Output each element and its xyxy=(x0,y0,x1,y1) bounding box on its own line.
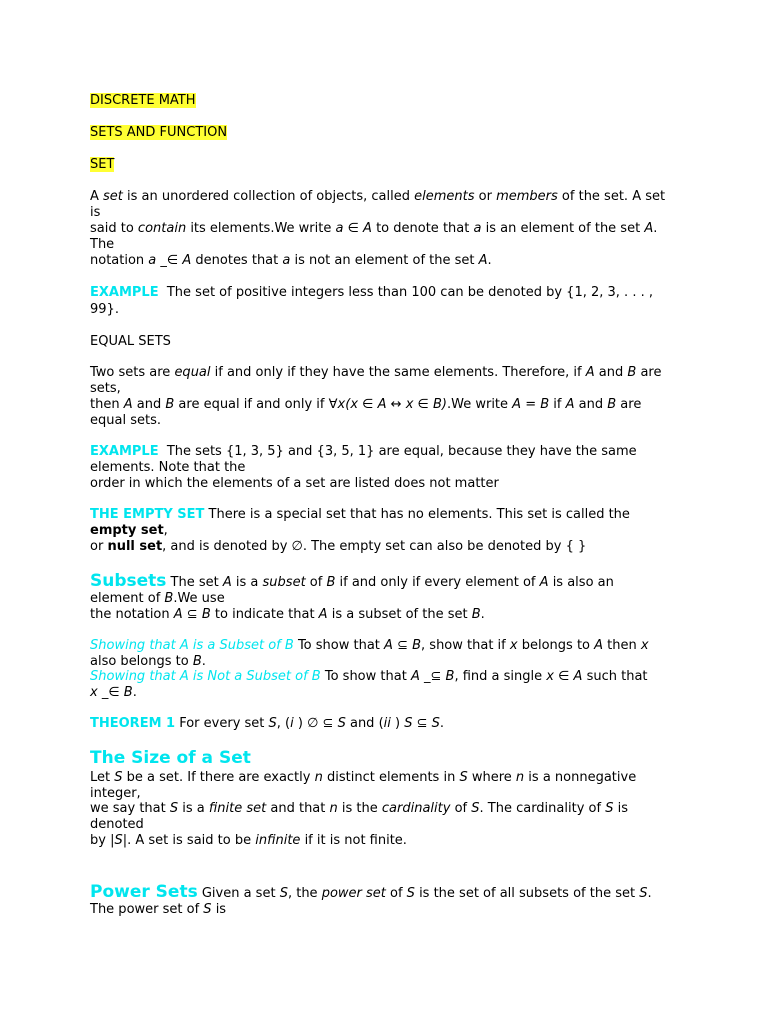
example-label: EXAMPLE xyxy=(90,285,159,300)
example-2-line-1: EXAMPLE The sets {1, 3, 5} and {3, 5, 1} are equal, because they have the same xyxy=(90,444,637,459)
subsets-heading: Subsets xyxy=(90,571,167,591)
showing-subset-line-2: also belongs to B. xyxy=(90,654,206,669)
showing-not-subset-line-2: x _∈ B. xyxy=(90,685,137,700)
example-2-line-2: elements. Note that the xyxy=(90,460,246,475)
subsets-line-2: element of B.We use xyxy=(90,591,225,606)
showing-subset-label: Showing that A is a Subset of B xyxy=(90,638,294,653)
empty-set-label: THE EMPTY SET xyxy=(90,507,205,522)
subsets-line-3: the notation A ⊆ B to indicate that A is a subset of the set B. xyxy=(90,607,485,622)
size-line-5: by |S|. A set is said to be infinite if it is not finite. xyxy=(90,833,407,848)
empty-set-line-3: or null set, and is denoted by ∅. The empty set can also be denoted by { } xyxy=(90,539,587,554)
set-def-line-3: said to contain its elements.We write a ∈ A to denote that a is an element of the set A. xyxy=(90,221,658,236)
showing-not-subset-line-1: Showing that A is Not a Subset of B To show that A _⊆ B, find a single x ∈ A such that xyxy=(90,669,648,684)
set-def-line-1: A set is an unordered collection of objects, called elements or members of the set. A set xyxy=(90,189,666,204)
theorem-1: THEOREM 1 For every set S, (i ) ∅ ⊆ S and (ii ) S ⊆ S. xyxy=(90,716,445,731)
subsets-line-1: Subsets The set A is a subset of B if and only if every element of A is also an xyxy=(90,571,614,591)
showing-not-subset-label: Showing that A is Not a Subset of B xyxy=(90,669,321,684)
equal-sets-line-2: sets, xyxy=(90,381,121,396)
example-label: EXAMPLE xyxy=(90,444,159,459)
size-line-2: integer, xyxy=(90,786,141,801)
power-sets-line-2: The power set of S is xyxy=(90,902,227,917)
heading-discrete-math: DISCRETE MATH xyxy=(90,93,196,108)
size-heading: The Size of a Set xyxy=(90,748,251,768)
set-def-line-4: The xyxy=(90,237,115,252)
heading-set: SET xyxy=(90,157,115,172)
example-2-line-3: order in which the elements of a set are listed does not matter xyxy=(90,476,499,491)
empty-set-line-2: empty set, xyxy=(90,523,168,538)
equal-sets-line-3: then A and B are equal if and only if ∀x(x ∈ A ↔ x ∈ B).We write A = B if A and B are xyxy=(90,397,642,412)
size-line-3: we say that S is a finite set and that n is the cardinality of S. The cardinality of S is xyxy=(90,801,628,816)
equal-sets-line-1: Two sets are equal if and only if they have the same elements. Therefore, if A and B are xyxy=(90,365,662,380)
set-def-line-2: is xyxy=(90,205,101,220)
theorem-label: THEOREM 1 xyxy=(90,716,176,731)
showing-subset-line-1: Showing that A is a Subset of B To show that A ⊆ B, show that if x belongs to A then x xyxy=(90,638,649,653)
size-line-1: Let S be a set. If there are exactly n distinct elements in S where n is a nonnegative xyxy=(90,770,637,785)
heading-sets-and-function: SETS AND FUNCTION xyxy=(90,125,228,140)
size-line-4: denoted xyxy=(90,817,144,832)
heading-equal-sets: EQUAL SETS xyxy=(90,334,171,349)
set-def-line-5: notation a _∈ A denotes that a is not an element of the set A. xyxy=(90,253,492,268)
equal-sets-line-4: equal sets. xyxy=(90,413,161,428)
power-sets-line-1: Power Sets Given a set S, the power set of S is the set of all subsets of the set S. xyxy=(90,882,652,902)
empty-set-line-1: THE EMPTY SET There is a special set that has no elements. This set is called the xyxy=(90,507,630,522)
example-1-line-1: EXAMPLE The set of positive integers less than 100 can be denoted by {1, 2, 3, . . . , xyxy=(90,285,653,300)
example-1-line-2: 99}. xyxy=(90,302,119,317)
power-sets-heading: Power Sets xyxy=(90,882,198,902)
